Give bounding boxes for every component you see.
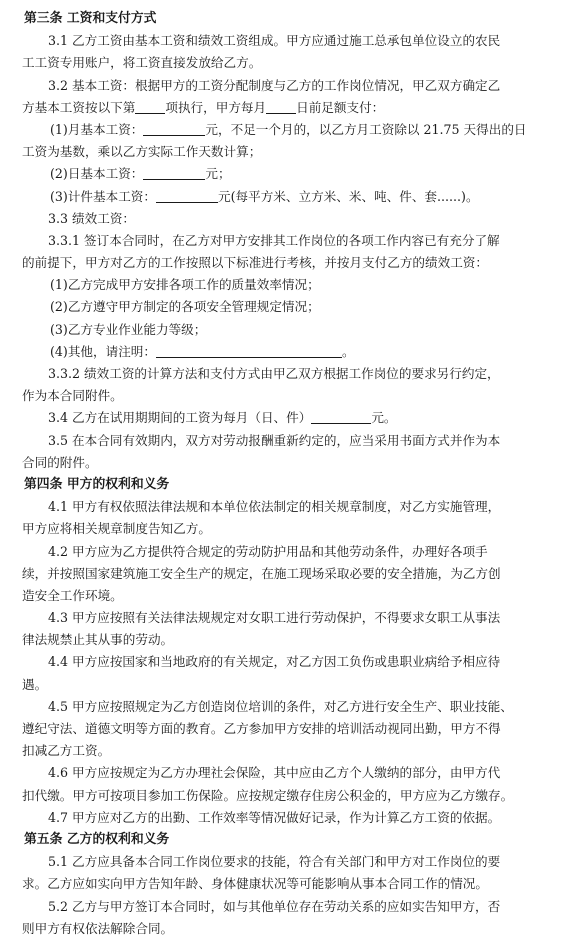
item-daily-wage <box>22 163 557 185</box>
criterion-1: (1)乙方完成甲方安排各项工作的质量效率情况； <box>50 277 320 293</box>
article-5-heading: 第五条 乙方的权利和义务 <box>24 831 170 847</box>
clause-3-4 <box>22 407 557 429</box>
criterion-4-label: (4)其他，请注明： <box>50 343 156 359</box>
item-monthly-wage-cont: 工资为基数，乘以乙方实际工作天数计算； <box>22 144 262 160</box>
clause-3-3-1: 3.3.1 签订本合同时，在乙方对甲方安排其工作岗位的各项工作内容已有充分了解 <box>48 232 500 248</box>
clause-3-2: 3.2 基本工资：根据甲方的工资分配制度与乙方的工作岗位情况，甲乙双方确定乙 <box>48 77 501 93</box>
daily-wage-text: 元； <box>205 166 231 182</box>
clause-3-3-2-cont: 作为本合同附件。 <box>22 388 123 404</box>
piece-wage-blank[interactable] <box>156 188 218 203</box>
clause-3-2-cont <box>22 97 557 119</box>
clause-4-2-cont: 续，并按照国家建筑施工安全生产的规定，在施工现场采取必要的安全措施，为乙方创 <box>22 565 501 581</box>
criterion-4-end: 。 <box>342 343 355 359</box>
item-monthly-wage <box>22 119 557 141</box>
option-number-blank[interactable] <box>135 99 165 114</box>
probation-wage-blank[interactable] <box>311 409 371 424</box>
pay-day-blank[interactable] <box>266 99 296 114</box>
clause-4-7: 4.7 甲方应对乙方的出勤、工作效率等情况做好记录，作为计算乙方工资的依据。 <box>48 809 501 825</box>
criterion-4 <box>22 341 557 363</box>
probation-wage-unit: 元。 <box>371 410 397 426</box>
clause-3-5-cont: 合同的附件。 <box>22 454 98 470</box>
clause-4-2-cont2: 造安全工作环境。 <box>22 587 123 603</box>
clause-3-2-text-b: 项执行，甲方每月 <box>165 99 267 115</box>
clause-5-1: 5.1 乙方应具备本合同工作岗位要求的技能，符合有关部门和甲方对工作岗位的要 <box>48 854 501 870</box>
clause-3-3-2: 3.3.2 绩效工资的计算方法和支付方式由甲乙双方根据工作岗位的要求另行约定， <box>48 366 500 381</box>
clause-5-1-cont: 求。乙方应如实向甲方告知年龄、身体健康状况等可能影响从事本合同工作的情况。 <box>22 876 488 892</box>
piece-wage-text: 元(每平方米、立方米、米、吨、件、套......)。 <box>218 188 479 204</box>
clause-4-3: 4.3 甲方应按照有关法律法规规定对女职工进行劳动保护，不得要求女职工从事法 <box>48 610 501 626</box>
probation-wage-text: 3.4 乙方在试用期期间的工资为每月（日、件） <box>48 410 312 426</box>
clause-3-3: 3.3 绩效工资： <box>48 210 136 226</box>
clause-4-1: 4.1 甲方有权依照法律法规和本单位依法制定的相关规章制度，对乙方实施管理， <box>48 499 501 515</box>
clause-3-1-cont: 工工资专用账户，将工资直接发放给乙方。 <box>22 55 262 71</box>
clause-3-2-text-c: 日前足额支付： <box>296 99 385 115</box>
monthly-wage-text: 元，不足一个月的，以乙方月工资除以 21.75 天得出的日 <box>205 121 527 137</box>
clause-4-5: 4.5 甲方应按照规定为乙方创造岗位培训的条件，对乙方进行安全生产、职业技能、 <box>48 698 513 714</box>
clause-3-2-text-a: 方基本工资按以下第 <box>22 99 136 115</box>
clause-4-6-cont: 扣代缴。甲方可按项目参加工伤保险。应按规定缴存住房公积金的，甲方应为乙方缴存。 <box>22 787 514 803</box>
clause-4-5-cont2: 扣减乙方工资。 <box>22 743 111 759</box>
clause-4-3-cont: 律法规禁止其从事的劳动。 <box>22 632 174 648</box>
clause-4-6: 4.6 甲方应按规定为乙方办理社会保险，其中应由乙方个人缴纳的部分，由甲方代 <box>48 765 501 781</box>
daily-wage-blank[interactable] <box>143 165 205 180</box>
clause-4-5-cont: 遵纪守法、道德文明等方面的教育。乙方参加甲方安排的培训活动视同出勤，甲方不得 <box>22 721 501 736</box>
clause-4-1-cont: 甲方应将相关规章制度告知乙方。 <box>22 521 211 537</box>
piece-wage-label: (3)计件基本工资： <box>50 188 156 204</box>
clause-5-2-cont: 则甲方有权依法解除合同。 <box>22 920 174 936</box>
article-3-heading: 第三条 工资和支付方式 <box>24 11 157 26</box>
clause-4-4-cont: 遇。 <box>22 676 48 692</box>
other-criteria-blank[interactable] <box>156 343 342 358</box>
criterion-2: (2)乙方遵守甲方制定的各项安全管理规定情况； <box>50 299 320 315</box>
daily-wage-label: (2)日基本工资： <box>50 166 144 182</box>
clause-3-1: 3.1 乙方工资由基本工资和绩效工资组成。甲方应通过施工总承包单位设立的农民 <box>48 33 501 49</box>
criterion-3: (3)乙方专业作业能力等级； <box>50 321 207 337</box>
clause-4-4: 4.4 甲方应按国家和当地政府的有关规定，对乙方因工负伤或患职业病给予相应待 <box>48 654 501 670</box>
clause-4-2: 4.2 甲方应为乙方提供符合规定的劳动防护用品和其他劳动条件，办理好各项手 <box>48 543 488 559</box>
monthly-wage-label: (1)月基本工资： <box>50 121 144 137</box>
clause-3-5: 3.5 在本合同有效期内，双方对劳动报酬重新约定的，应当采用书面方式并作为本 <box>48 432 501 448</box>
article-4-heading: 第四条 甲方的权利和义务 <box>24 476 170 492</box>
item-piece-wage <box>22 186 557 208</box>
clause-5-2: 5.2 乙方与甲方签订本合同时，如与其他单位存在劳动关系的应如实告知甲方，否 <box>48 898 501 914</box>
monthly-wage-blank[interactable] <box>143 121 205 136</box>
clause-3-3-1-cont: 的前提下，甲方对乙方的工作按照以下标准进行考核，并按月支付乙方的绩效工资： <box>22 255 488 271</box>
